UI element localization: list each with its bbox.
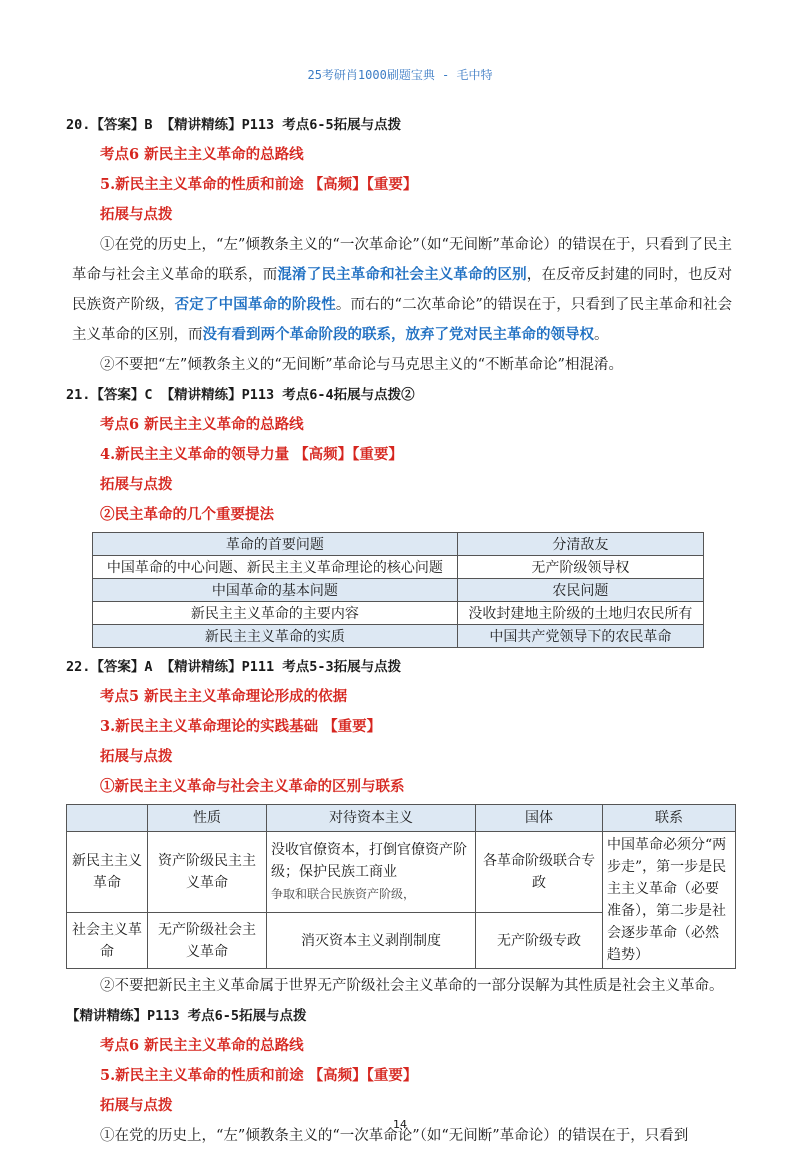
tail-heading: 【精讲精练】P113 考点6-5拓展与点拨	[66, 1008, 307, 1024]
q21-extension: 拓展与点拨	[100, 476, 173, 493]
table-header: 国体	[476, 805, 603, 832]
table-cell: 中国革命的中心问题、新民主主义革命理论的核心问题	[93, 556, 458, 579]
q20-paragraph-2: ②不要把“左”倾教条主义的“无间断”革命论与马克思主义的“不断革命论”相混淆。	[100, 357, 623, 373]
table-header-row	[67, 805, 736, 832]
table-cell: 新民主主义革命的主要内容	[93, 602, 458, 625]
q21-heading: 21.【答案】C 【精讲精练】P113 考点6-4拓展与点拨②	[66, 387, 415, 403]
table-row	[93, 625, 704, 648]
table-header: 对待资本主义	[267, 805, 476, 832]
table-cell: 无产阶级领导权	[457, 556, 703, 579]
q21-topic: 考点6 新民主主义革命的总路线	[100, 416, 304, 433]
q20-paragraph-1	[72, 230, 732, 350]
table-cell: 分清敌友	[457, 533, 703, 556]
tail-topic: 考点6 新民主主义革命的总路线	[100, 1037, 304, 1054]
q20-p1-text-c: ，在反帝反封建的同时，也反对民族资产阶级，	[72, 267, 733, 313]
q20-subtopic: 5.新民主主义革命的性质和前途 【高频】【重要】	[100, 176, 418, 193]
q20-topic: 考点6 新民主主义革命的总路线	[100, 146, 304, 163]
table-header: 联系	[603, 805, 736, 832]
tail-subtopic: 5.新民主主义革命的性质和前途 【高频】【重要】	[100, 1067, 418, 1084]
q22-extension: 拓展与点拨	[100, 748, 173, 765]
table-cell: 消灭资本主义剥削制度	[267, 913, 476, 969]
tail-paragraph: ①在党的历史上，“左”倾教条主义的“一次革命论”（如“无间断”革命论）的错误在于，只看到	[100, 1128, 689, 1144]
table-cell: 中国革命的基本问题	[93, 579, 458, 602]
q20-p1-highlight-3: 没有看到两个革命阶段的联系，放弃了党对民主革命的领导权	[202, 326, 594, 343]
q21-table-title: ②民主革命的几个重要提法	[100, 506, 274, 523]
table-row	[67, 832, 736, 913]
table-cell: 新民主主义革命的实质	[93, 625, 458, 648]
table-row	[93, 556, 704, 579]
cell-text: 没收官僚资本，打倒官僚资产阶级；保护民族工商业	[271, 842, 467, 881]
q22-subtopic: 3.新民主主义革命理论的实践基础 【重要】	[100, 718, 382, 735]
q22-table	[66, 804, 736, 969]
table-cell: 新民主主义革命	[67, 832, 148, 913]
table-cell: 资产阶级民主主义革命	[148, 832, 267, 913]
q20-p1-highlight-2: 否定了中国革命的阶段性	[174, 296, 336, 313]
q22-topic: 考点5 新民主主义革命理论形成的依据	[100, 688, 348, 705]
table-cell: 革命的首要问题	[93, 533, 458, 556]
q20-p1-text-e: 。而右的“二次革命论”的错误在于，只看到了民主革命和社会主义革命的区别，而	[72, 297, 733, 343]
table-cell: 各革命阶级联合专政	[476, 832, 603, 913]
page-number: 14	[393, 1118, 407, 1131]
table-cell: 社会主义革命	[67, 913, 148, 969]
table-row	[93, 579, 704, 602]
header-title: 25考研肖1000刷题宝典 - 毛中特	[307, 68, 493, 82]
q21-subtopic: 4.新民主主义革命的领导力量 【高频】【重要】	[100, 446, 403, 463]
q22-heading: 22.【答案】A 【精讲精练】P111 考点5-3拓展与点拨	[66, 659, 402, 675]
q20-heading: 20.【答案】B 【精讲精练】P113 考点6-5拓展与点拨	[66, 117, 402, 133]
table-cell: 农民问题	[457, 579, 703, 602]
tail-extension: 拓展与点拨	[100, 1097, 173, 1114]
table-header: 性质	[148, 805, 267, 832]
table-cell: 无产阶级社会主义革命	[148, 913, 267, 969]
q22-table-title: ①新民主主义革命与社会主义革命的区别与联系	[100, 778, 405, 795]
table-cell	[267, 832, 476, 913]
table-row	[93, 602, 704, 625]
table-cell-link: 中国革命必须分“两步走”，第一步是民主主义革命（必要准备），第二步是社会逐步革命（必然趋势）	[603, 832, 736, 969]
table-header	[67, 805, 148, 832]
q20-p1-highlight-1: 混淆了民主革命和社会主义革命的区别	[277, 266, 527, 283]
table-cell: 没收封建地主阶级的土地归农民所有	[457, 602, 703, 625]
cell-text-extra: 争取和联合民族资产阶级，	[271, 887, 416, 902]
q21-table	[92, 532, 704, 648]
page-header	[0, 66, 800, 83]
table-row	[93, 533, 704, 556]
main-content	[66, 110, 733, 1151]
q20-p1-text-g: 。	[594, 327, 609, 343]
table-cell: 无产阶级专政	[476, 913, 603, 969]
q20-p1-text-a: ①在党的历史上，“左”倾教条主义的“一次革命论”（如“无间断”革命论）的错误在于，只看到了民主革命与社会主义革命的联系，而	[72, 237, 732, 283]
q22-note: ②不要把新民主主义革命属于世界无产阶级社会主义革命的一部分误解为其性质是社会主义革命。	[100, 978, 724, 994]
q20-extension: 拓展与点拨	[100, 206, 173, 223]
table-cell: 中国共产党领导下的农民革命	[457, 625, 703, 648]
